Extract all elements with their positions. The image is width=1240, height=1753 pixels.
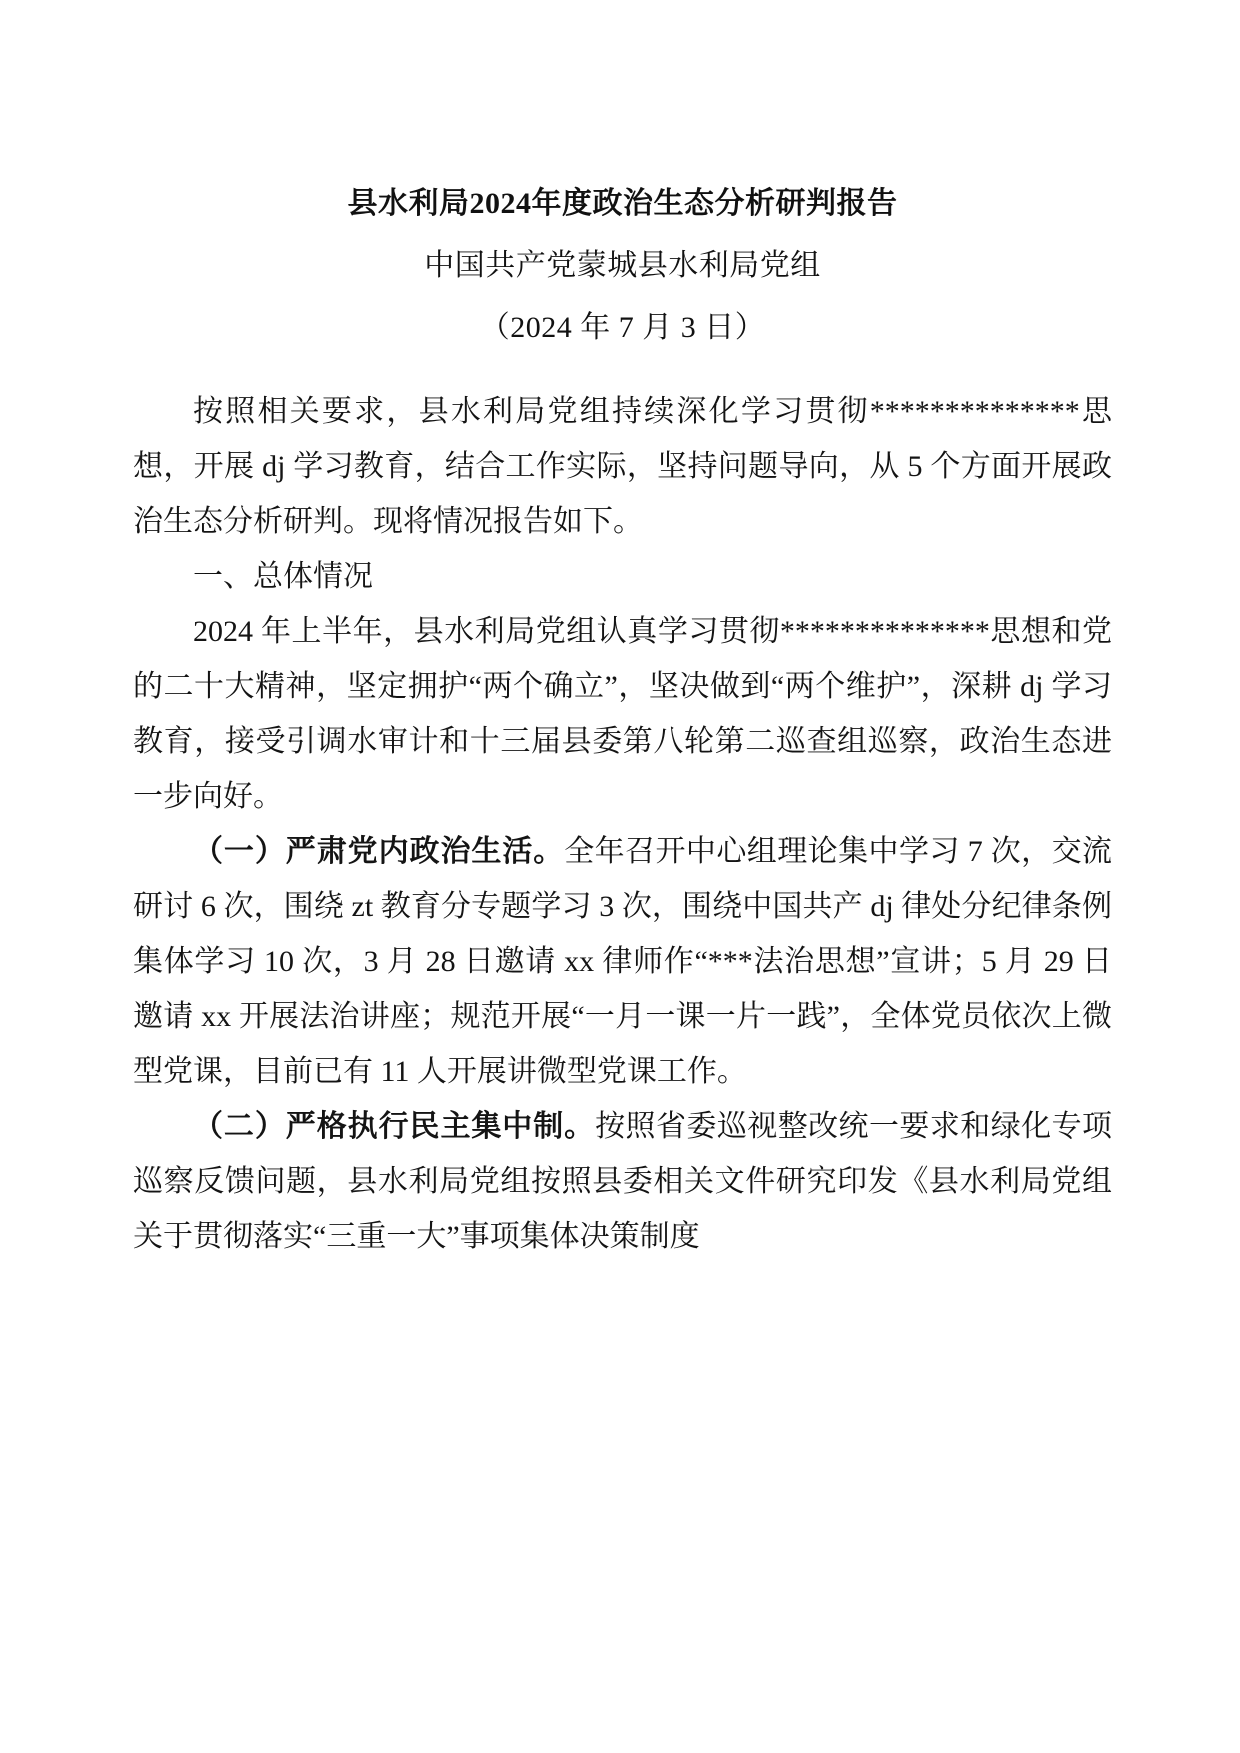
section-heading-overall-situation: 一、总体情况 <box>193 560 373 593</box>
paragraph-item-2 <box>133 1099 1112 1264</box>
paragraph-item-1-body: 全年召开中心组理论集中学习 7 次，交流研讨 6 次，围绕 zt 教育分专题学习 3 次，围绕中国共产 dj 律处分纪律条例集体学习 10 次，3 月 28 日邀请 xx 律师作“***法治思想”宣讲；5 月 29 日邀请 xx 开展法治讲座；规范开展“一月一课一片一践”，全体党员依次上微型党课，目前已有 11 人开展讲微型党课工作。 <box>133 835 1113 1088</box>
paragraph-item-2-heading: （二）严格执行民主集中制。 <box>193 1110 596 1143</box>
document-organization <box>133 237 1112 294</box>
paragraph-intro: 按照相关要求，县水利局党组持续深化学习贯彻**************思想，开展 dj 学习教育，结合工作实际，坚持问题导向，从 5 个方面开展政治生态分析研判。现将情况报告如下。 <box>133 395 1112 538</box>
paragraph-item-1 <box>133 824 1112 1099</box>
document-organization-text: 中国共产党蒙城县水利局党组 <box>424 249 821 282</box>
paragraph-overview: 2024 年上半年，县水利局党组认真学习贯彻**************思想和党的二十大精神，坚定拥护“两个确立”，坚决做到“两个维护”，深耕 dj 学习教育，接受引调水审计和十三届县委第八轮第二巡查组巡察，政治生态进一步向好。 <box>133 615 1112 813</box>
document-date-text: （2024 年 7 月 3 日） <box>479 311 766 344</box>
page-title <box>133 175 1112 232</box>
document-date <box>133 299 1112 356</box>
paragraph-item-1-heading: （一）严肃党内政治生活。 <box>193 835 565 868</box>
page-title-text: 县水利局2024年度政治生态分析研判报告 <box>347 187 898 220</box>
paragraph-item-2-body: 按照省委巡视整改统一要求和绿化专项巡察反馈问题，县水利局党组按照县委相关文件研究印发《县水利局党组关于贯彻落实“三重一大”事项集体决策制度 <box>133 1110 1112 1253</box>
